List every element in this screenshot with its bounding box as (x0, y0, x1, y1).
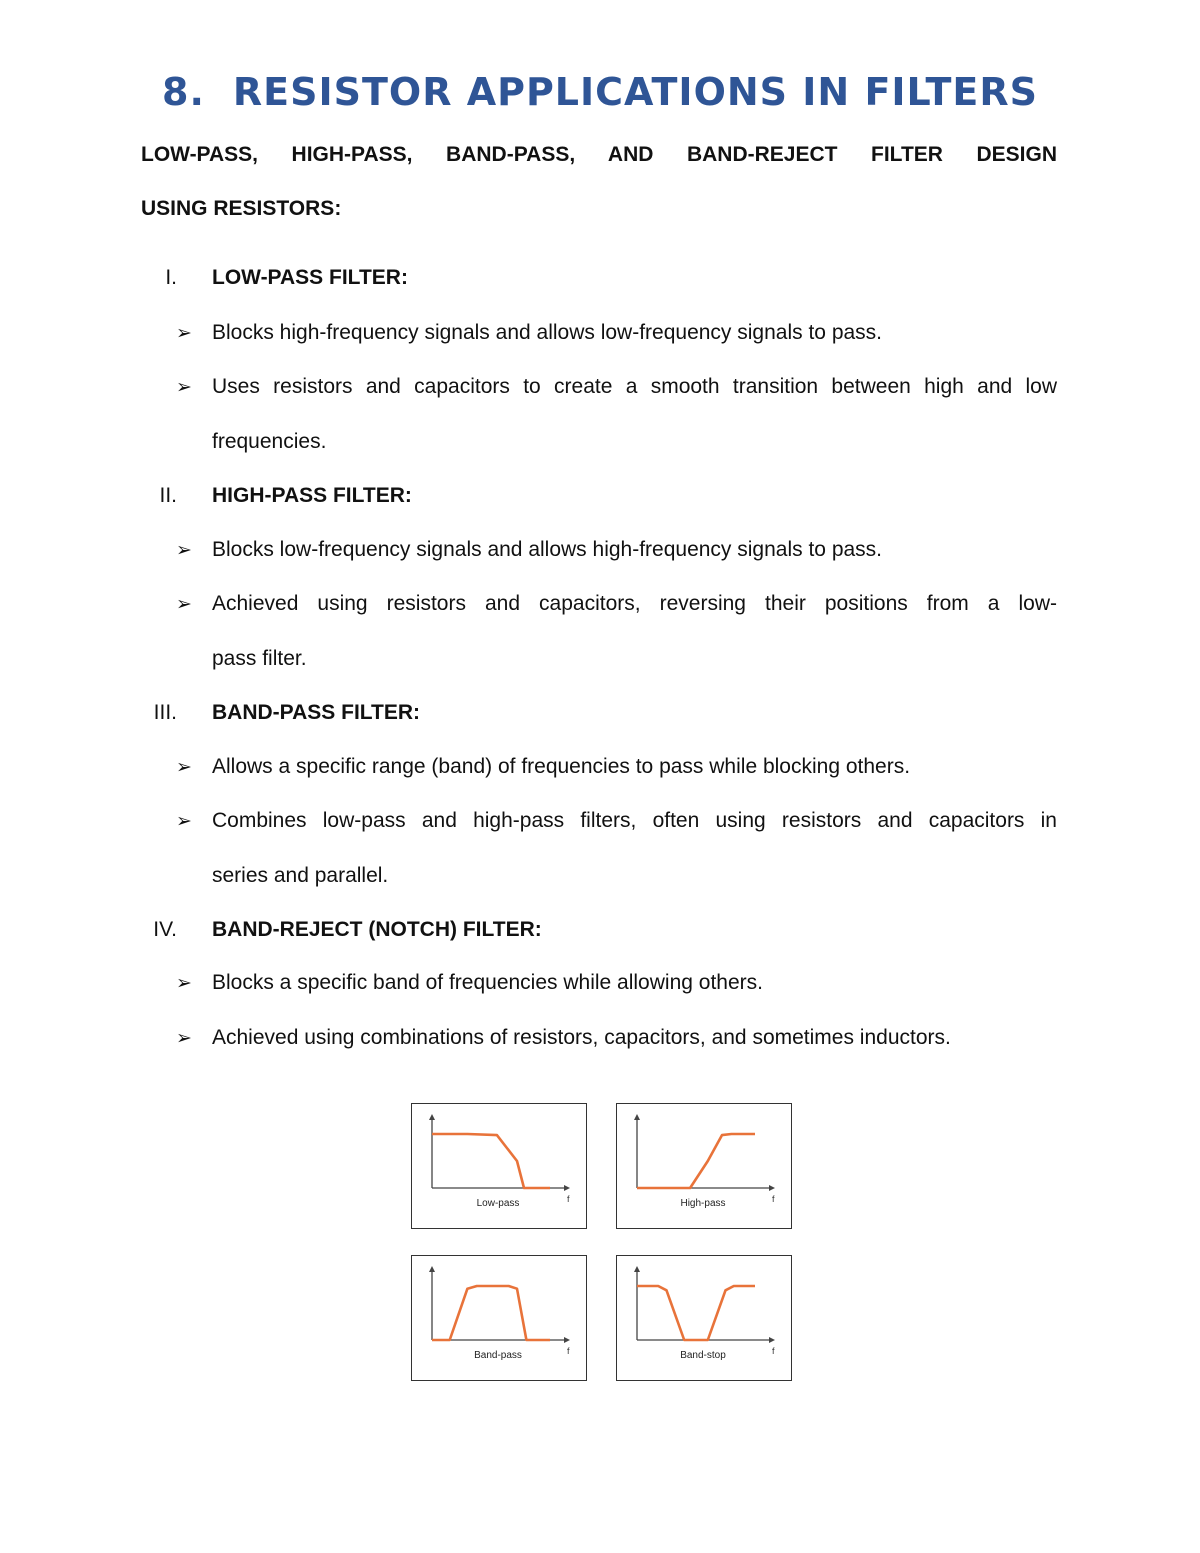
page-title (0, 70, 1200, 114)
chart-title: Low-pass (476, 1198, 520, 1209)
section-3-bullet-1: Allows a specific range (band) of frequencies to pass while blocking others. (212, 755, 911, 778)
section-1-numeral: I. (165, 266, 177, 289)
bullet-arrow-icon: ➢ (176, 377, 192, 398)
response-curve (432, 1286, 550, 1340)
section-1-bullet-2-cont: frequencies. (212, 430, 327, 453)
response-curve (637, 1286, 755, 1340)
bandstop-chart-svg (617, 1256, 791, 1380)
section-2-title: HIGH-PASS FILTER: (212, 484, 412, 507)
section-1-bullet-1: Blocks high-frequency signals and allows low-frequency signals to pass. (212, 321, 883, 344)
section-2-bullet-1: Blocks low-frequency signals and allows high-frequency signals to pass. (212, 538, 883, 561)
y-axis-arrow-icon (634, 1114, 640, 1120)
section-3-title: BAND-PASS FILTER: (212, 701, 421, 724)
section-4-bullet-1: Blocks a specific band of frequencies while allowing others. (212, 971, 763, 994)
bullet-arrow-icon: ➢ (176, 973, 192, 994)
chart-title: Band-pass (474, 1350, 522, 1361)
bullet-arrow-icon: ➢ (176, 811, 192, 832)
section-2-numeral: II. (159, 484, 177, 507)
y-axis-arrow-icon (429, 1266, 435, 1272)
section-4-numeral: IV. (153, 918, 177, 941)
bullet-arrow-icon: ➢ (176, 1028, 192, 1049)
section-4-bullet-2: Achieved using combinations of resistors, capacitors, and sometimes inductors. (212, 1026, 951, 1049)
y-axis-arrow-icon (429, 1114, 435, 1120)
subheading-line-2: USING RESISTORS: (141, 197, 342, 220)
x-axis-arrow-icon (769, 1185, 775, 1191)
section-4-title: BAND-REJECT (NOTCH) FILTER: (212, 918, 542, 941)
chart-title: Band-stop (680, 1350, 726, 1361)
bullet-arrow-icon: ➢ (176, 757, 192, 778)
x-axis-label: f (772, 1194, 775, 1204)
section-1-title: LOW-PASS FILTER: (212, 266, 408, 289)
highpass-chart (616, 1103, 792, 1229)
section-1-bullet-2: Uses resistors and capacitors to create a smooth transition between high and low (212, 375, 1057, 398)
y-axis-arrow-icon (634, 1266, 640, 1272)
section-3-numeral: III. (153, 701, 177, 724)
response-curve (432, 1134, 550, 1188)
bandstop-chart (616, 1255, 792, 1381)
section-3-bullet-2-cont: series and parallel. (212, 864, 389, 887)
x-axis-arrow-icon (564, 1185, 570, 1191)
bullet-arrow-icon: ➢ (176, 540, 192, 561)
lowpass-chart-svg (412, 1104, 586, 1228)
x-axis-label: f (567, 1346, 570, 1356)
title-text: RESISTOR APPLICATIONS IN FILTERS (232, 70, 1038, 114)
bandpass-chart (411, 1255, 587, 1381)
bullet-arrow-icon: ➢ (176, 594, 192, 615)
x-axis-arrow-icon (564, 1337, 570, 1343)
lowpass-chart (411, 1103, 587, 1229)
title-number: 8. (162, 70, 205, 114)
response-curve (637, 1134, 755, 1188)
section-3-bullet-2: Combines low-pass and high-pass filters, often using resistors and capacitors in (212, 809, 1057, 832)
bullet-arrow-icon: ➢ (176, 323, 192, 344)
highpass-chart-svg (617, 1104, 791, 1228)
x-axis-label: f (772, 1346, 775, 1356)
x-axis-label: f (567, 1194, 570, 1204)
x-axis-arrow-icon (769, 1337, 775, 1343)
section-2-bullet-2: Achieved using resistors and capacitors, reversing their positions from a low- (212, 592, 1057, 615)
section-2-bullet-2-cont: pass filter. (212, 647, 307, 670)
bandpass-chart-svg (412, 1256, 586, 1380)
chart-title: High-pass (680, 1198, 726, 1209)
subheading-line-1: LOW-PASS, HIGH-PASS, BAND-PASS, AND BAND-REJECT FILTER DESIGN (141, 143, 1057, 166)
